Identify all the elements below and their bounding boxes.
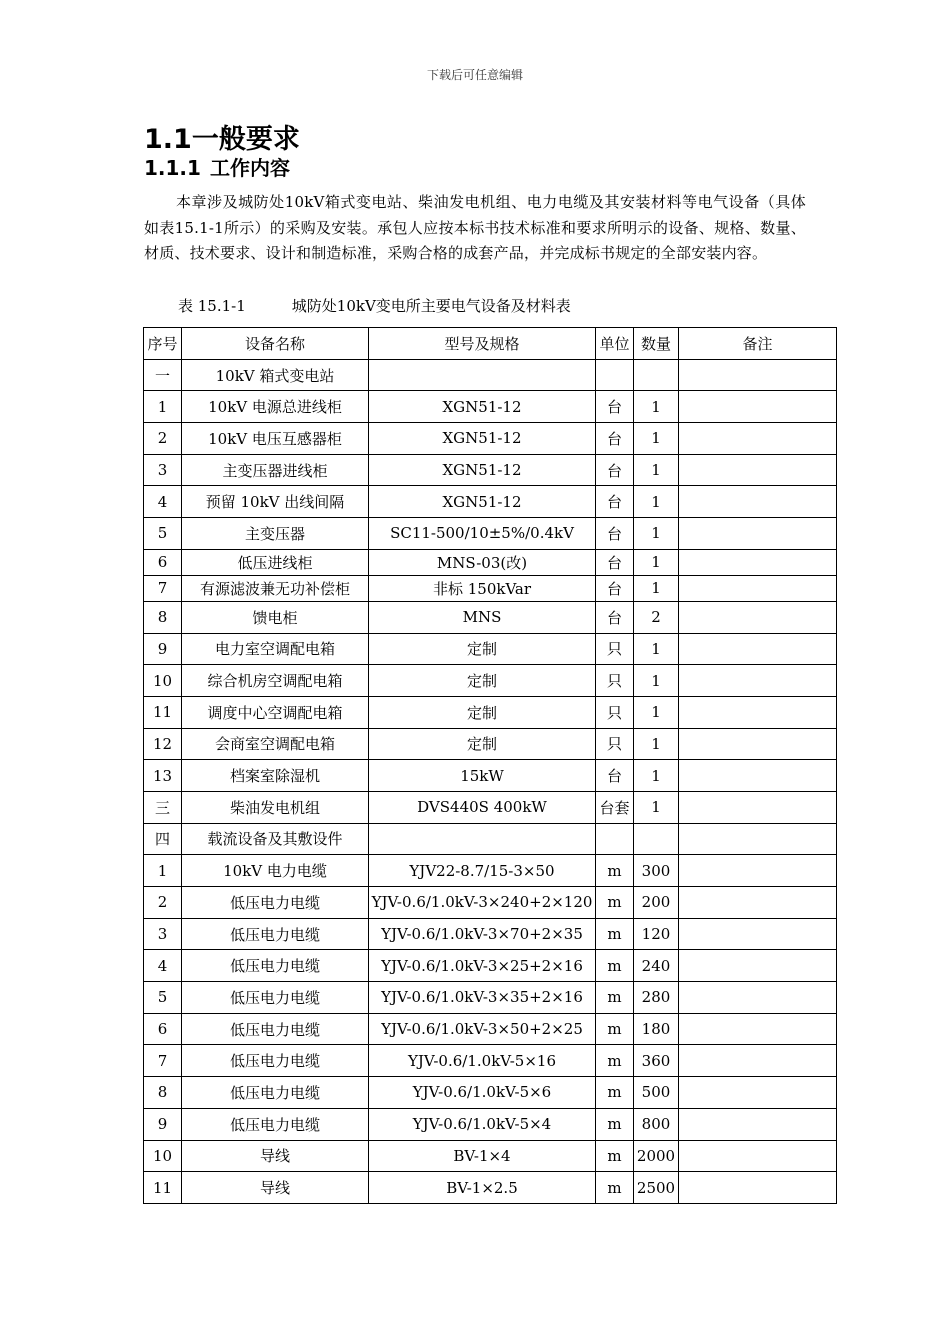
equipment-table (143, 327, 837, 1204)
table-row (144, 1013, 837, 1045)
table-cell: 低压电力电缆 (182, 1013, 369, 1045)
table-cell: XGN51-12 (369, 391, 596, 423)
table-cell: 低压电力电缆 (182, 982, 369, 1014)
table-row (144, 1108, 837, 1140)
table-cell: 1 (634, 518, 679, 550)
table-cell: 200 (634, 887, 679, 919)
table-cell: 2 (144, 423, 182, 455)
table-row (144, 549, 837, 575)
table-cell (679, 601, 837, 633)
table-cell (679, 518, 837, 550)
table-cell: 2000 (634, 1140, 679, 1172)
table-cell: 1 (144, 855, 182, 887)
table-cell (679, 575, 837, 601)
table-cell: MNS (369, 601, 596, 633)
table-row (144, 423, 837, 455)
table-cell: 8 (144, 1077, 182, 1109)
table-cell: 馈电柜 (182, 601, 369, 633)
table-cell: m (596, 1172, 634, 1204)
table-row (144, 728, 837, 760)
table-cell: 1 (634, 391, 679, 423)
table-cell: XGN51-12 (369, 486, 596, 518)
table-cell: 低压电力电缆 (182, 950, 369, 982)
table-row (144, 791, 837, 823)
table-row (144, 486, 837, 518)
table-cell: m (596, 887, 634, 919)
table-cell: 档案室除湿机 (182, 760, 369, 792)
table-row (144, 887, 837, 919)
table-cell: YJV-0.6/1.0kV-5×4 (369, 1108, 596, 1140)
table-cell: 导线 (182, 1172, 369, 1204)
table-row (144, 1045, 837, 1077)
table-cell: XGN51-12 (369, 423, 596, 455)
table-cell: 台 (596, 454, 634, 486)
table-cell (596, 359, 634, 391)
header-cell: 设备名称 (182, 328, 369, 360)
header-cell: 单位 (596, 328, 634, 360)
table-cell (679, 696, 837, 728)
table-cell: 台 (596, 575, 634, 601)
table-cell: MNS-03(改) (369, 549, 596, 575)
table-cell: 定制 (369, 696, 596, 728)
table-cell: 低压电力电缆 (182, 1045, 369, 1077)
table-cell: 500 (634, 1077, 679, 1109)
table-cell: 10kV 箱式变电站 (182, 359, 369, 391)
table-cell: 7 (144, 1045, 182, 1077)
table-cell: 导线 (182, 1140, 369, 1172)
header-cell: 序号 (144, 328, 182, 360)
table-cell: YJV-0.6/1.0kV-3×70+2×35 (369, 918, 596, 950)
table-cell: 定制 (369, 665, 596, 697)
table-cell: 10 (144, 665, 182, 697)
table-cell: m (596, 918, 634, 950)
table-cell: 低压电力电缆 (182, 887, 369, 919)
table-cell: 只 (596, 696, 634, 728)
table-cell: 定制 (369, 633, 596, 665)
table-cell: 3 (144, 454, 182, 486)
table-cell: 1 (634, 665, 679, 697)
table-cell: 1 (634, 760, 679, 792)
table-cell: 4 (144, 950, 182, 982)
heading-level-2 (144, 155, 290, 181)
table-cell: 120 (634, 918, 679, 950)
header-cell: 数量 (634, 328, 679, 360)
table-cell: 一 (144, 359, 182, 391)
table-cell: YJV-0.6/1.0kV-3×35+2×16 (369, 982, 596, 1014)
table-cell: 台 (596, 760, 634, 792)
table-cell: 1 (634, 696, 679, 728)
table-cell: YJV-0.6/1.0kV-3×240+2×120 (369, 887, 596, 919)
table-cell: 1 (634, 423, 679, 455)
table-cell: 4 (144, 486, 182, 518)
table-cell: YJV22-8.7/15-3×50 (369, 855, 596, 887)
table-cell: 定制 (369, 728, 596, 760)
table-cell (679, 950, 837, 982)
heading-title: 工作内容 (210, 156, 290, 180)
table-cell: 10kV 电力电缆 (182, 855, 369, 887)
table-cell (679, 887, 837, 919)
table-cell: m (596, 1077, 634, 1109)
table-cell: 台 (596, 391, 634, 423)
table-cell: 低压进线柜 (182, 549, 369, 575)
table-cell (679, 728, 837, 760)
table-row (144, 982, 837, 1014)
table-cell: 180 (634, 1013, 679, 1045)
table-cell (679, 982, 837, 1014)
table-row (144, 760, 837, 792)
table-cell: XGN51-12 (369, 454, 596, 486)
table-cell: 载流设备及其敷设件 (182, 823, 369, 855)
table-header-row (144, 328, 837, 360)
body-paragraph: 本章涉及城防处10kV箱式变电站、柴油发电机组、电力电缆及其安装材料等电气设备（具体如表15.1-1所示）的采购及安装。承包人应按本标书技术标准和要求所明示的设备、规格、数量、材质、技术要求、设计和制造标准，采购合格的成套产品，并完成标书规定的全部安装内容。 (144, 193, 806, 262)
table-row (144, 1140, 837, 1172)
table-cell (679, 1077, 837, 1109)
table-row (144, 918, 837, 950)
table-cell (369, 823, 596, 855)
table-cell (679, 423, 837, 455)
page-header-note: 下载后可任意编辑 (426, 68, 523, 82)
table-cell: 1 (144, 391, 182, 423)
table-cell (679, 633, 837, 665)
table-cell: 1 (634, 728, 679, 760)
table-cell (679, 665, 837, 697)
table-cell: 台 (596, 486, 634, 518)
table-cell: 240 (634, 950, 679, 982)
table-row (144, 1077, 837, 1109)
table-cell: 主变压器进线柜 (182, 454, 369, 486)
header-cell: 型号及规格 (369, 328, 596, 360)
table-cell: 300 (634, 855, 679, 887)
table-cell (679, 791, 837, 823)
table-cell: 有源滤波兼无功补偿柜 (182, 575, 369, 601)
table-cell: 8 (144, 601, 182, 633)
table-cell: 主变压器 (182, 518, 369, 550)
table-cell: 11 (144, 696, 182, 728)
table-row (144, 823, 837, 855)
table-cell (634, 359, 679, 391)
table-row (144, 1172, 837, 1204)
table-cell: 台 (596, 518, 634, 550)
table-row (144, 665, 837, 697)
table-cell (679, 855, 837, 887)
table-row (144, 359, 837, 391)
table-cell (679, 391, 837, 423)
table-cell: m (596, 855, 634, 887)
table-row (144, 601, 837, 633)
table-cell: 10kV 电源总进线柜 (182, 391, 369, 423)
table-cell (369, 359, 596, 391)
table-cell: 10 (144, 1140, 182, 1172)
table-cell (679, 823, 837, 855)
table-cell (679, 1045, 837, 1077)
table-row (144, 391, 837, 423)
table-cell: 只 (596, 665, 634, 697)
table-cell: 台 (596, 549, 634, 575)
table-row (144, 518, 837, 550)
table-cell: 9 (144, 1108, 182, 1140)
table-cell: 台套 (596, 791, 634, 823)
table-cell: 调度中心空调配电箱 (182, 696, 369, 728)
table-cell: 2 (144, 887, 182, 919)
table-cell: 3 (144, 918, 182, 950)
table-cell: m (596, 1140, 634, 1172)
table-row (144, 950, 837, 982)
table-cell: m (596, 1108, 634, 1140)
table-cell: 15kW (369, 760, 596, 792)
table-cell: 1 (634, 486, 679, 518)
table-cell: m (596, 1045, 634, 1077)
table-cell: 2500 (634, 1172, 679, 1204)
table-cell: 低压电力电缆 (182, 918, 369, 950)
table-cell: 1 (634, 454, 679, 486)
table-cell: 7 (144, 575, 182, 601)
table-cell: 2 (634, 601, 679, 633)
heading-level-1: 1.1一般要求 (144, 124, 300, 155)
table-cell: 800 (634, 1108, 679, 1140)
table-row (144, 575, 837, 601)
table-cell: m (596, 1013, 634, 1045)
table-cell: 综合机房空调配电箱 (182, 665, 369, 697)
table-cell: 低压电力电缆 (182, 1108, 369, 1140)
table-caption-title: 城防处10kV变电所主要电气设备及材料表 (291, 297, 571, 315)
table-cell: 11 (144, 1172, 182, 1204)
table-cell: YJV-0.6/1.0kV-3×50+2×25 (369, 1013, 596, 1045)
table-cell: 6 (144, 1013, 182, 1045)
table-cell (596, 823, 634, 855)
table-cell (679, 1013, 837, 1045)
table-cell: DVS440S 400kW (369, 791, 596, 823)
table-cell (679, 1108, 837, 1140)
table-cell (679, 1172, 837, 1204)
table-cell (679, 486, 837, 518)
table-cell: 5 (144, 982, 182, 1014)
table-cell: 1 (634, 549, 679, 575)
table-cell: 只 (596, 633, 634, 665)
table-cell: 13 (144, 760, 182, 792)
header-cell: 备注 (679, 328, 837, 360)
table-cell (679, 918, 837, 950)
table-cell: 台 (596, 601, 634, 633)
heading-number: 1.1.1 (144, 156, 201, 180)
table-cell: 会商室空调配电箱 (182, 728, 369, 760)
table-cell: BV-1×4 (369, 1140, 596, 1172)
table-row (144, 855, 837, 887)
table-cell (679, 760, 837, 792)
table-cell (679, 359, 837, 391)
table-cell: BV-1×2.5 (369, 1172, 596, 1204)
table-cell (679, 1140, 837, 1172)
table-cell: m (596, 982, 634, 1014)
table-row (144, 633, 837, 665)
table-cell (679, 549, 837, 575)
table-cell: 非标 150kVar (369, 575, 596, 601)
table-cell: YJV-0.6/1.0kV-3×25+2×16 (369, 950, 596, 982)
table-cell: 12 (144, 728, 182, 760)
table-cell: YJV-0.6/1.0kV-5×16 (369, 1045, 596, 1077)
table-cell: 台 (596, 423, 634, 455)
table-cell: 预留 10kV 出线间隔 (182, 486, 369, 518)
table-cell: 5 (144, 518, 182, 550)
table-cell: m (596, 950, 634, 982)
table-cell (634, 823, 679, 855)
table-row (144, 696, 837, 728)
table-cell: 1 (634, 575, 679, 601)
table-cell: 10kV 电压互感器柜 (182, 423, 369, 455)
table-cell: 低压电力电缆 (182, 1077, 369, 1109)
table-cell: 9 (144, 633, 182, 665)
table-cell: 三 (144, 791, 182, 823)
table-cell: YJV-0.6/1.0kV-5×6 (369, 1077, 596, 1109)
table-cell: SC11-500/10±5%/0.4kV (369, 518, 596, 550)
table-cell: 只 (596, 728, 634, 760)
table-cell: 四 (144, 823, 182, 855)
table-cell: 1 (634, 791, 679, 823)
table-row (144, 454, 837, 486)
table-caption (178, 295, 571, 317)
table-caption-label: 表 15.1-1 (178, 297, 246, 315)
table-cell: 360 (634, 1045, 679, 1077)
table-cell (679, 454, 837, 486)
table-cell: 电力室空调配电箱 (182, 633, 369, 665)
table-cell: 6 (144, 549, 182, 575)
table-cell: 1 (634, 633, 679, 665)
table-cell: 280 (634, 982, 679, 1014)
table-cell: 柴油发电机组 (182, 791, 369, 823)
